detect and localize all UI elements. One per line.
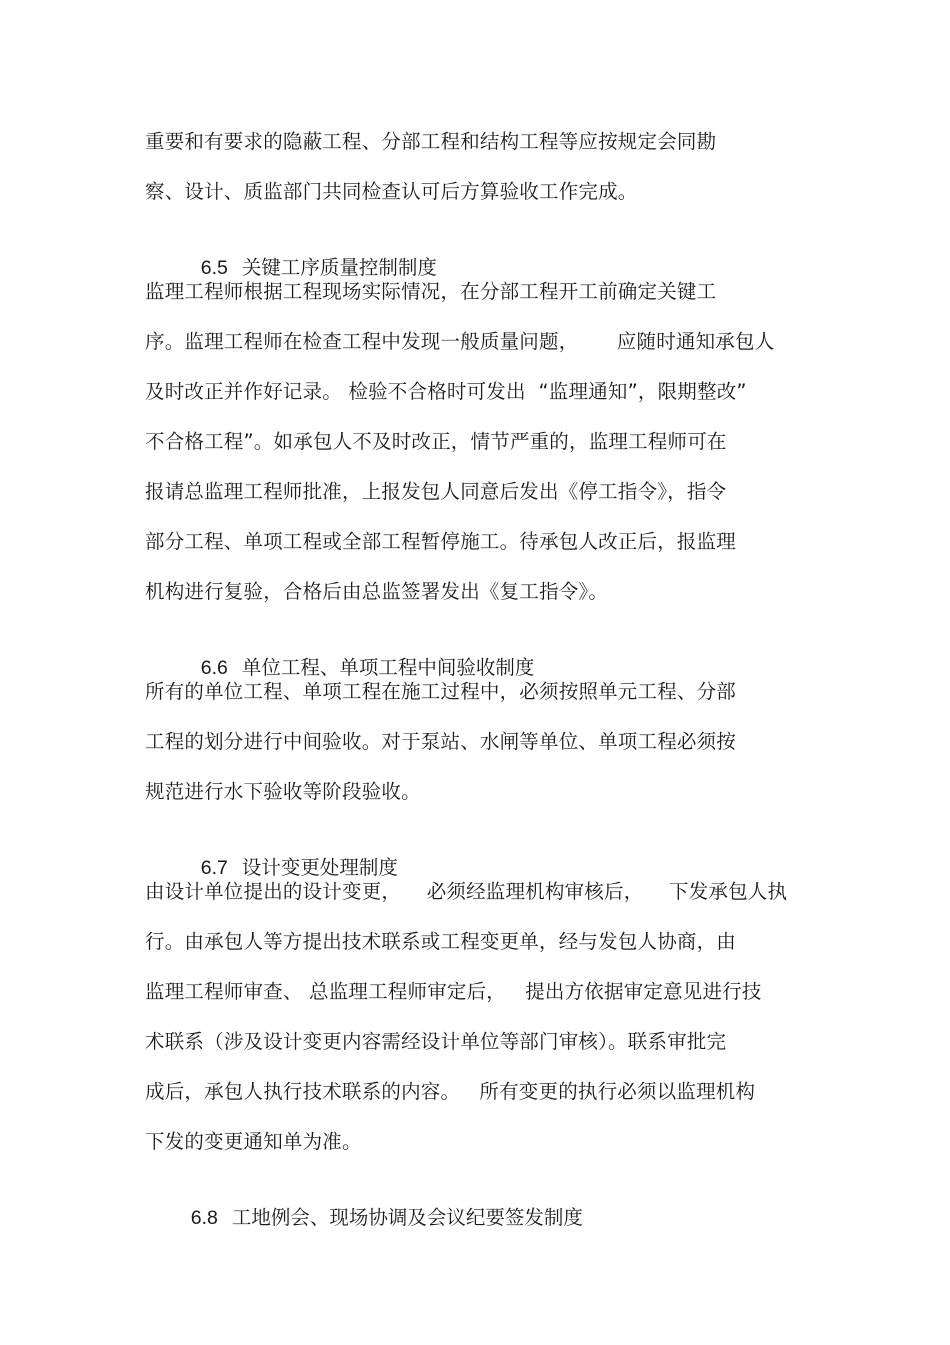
section-title: 工地例会、现场协调及会议纪要签发制度: [231, 1206, 583, 1229]
section-title: 设计变更处理制度: [241, 856, 398, 879]
section-title: 单位工程、单项工程中间验收制度: [241, 656, 535, 679]
paragraph-line: 工程的划分进行中间验收。对于泵站、水闸等单位、单项工程必须按: [145, 730, 737, 753]
section-number: 6.5: [200, 257, 228, 279]
paragraph-line: 术联系（涉及设计变更内容需经设计单位等部门审核）。联系审批完: [145, 1030, 727, 1053]
paragraph-line: 规范进行水下验收等阶段验收。: [145, 780, 421, 803]
paragraph-line: 不合格工程”。如承包人不及时改正，情节严重的，监理工程师可在: [145, 430, 727, 453]
section-number: 6.8: [190, 1207, 218, 1229]
paragraph-line: 监理工程师根据工程现场实际情况，在分部工程开工前确定关键工: [145, 280, 717, 303]
section-number: 6.7: [200, 857, 228, 879]
paragraph-line: 机构进行复验，合格后由总监签署发出《复工指令》。: [145, 580, 609, 603]
paragraph-line: 重要和有要求的隐蔽工程、分部工程和结构工程等应按规定会同勘: [145, 130, 717, 153]
section-number: 6.6: [200, 657, 228, 679]
paragraph-line: 部分工程、单项工程或全部工程暂停施工。待承包人改正后，报监理: [145, 530, 737, 553]
paragraph-line: 察、设计、质监部门共同检查认可后方算验收工作完成。: [145, 180, 638, 203]
paragraph-line: 成后，承包人执行技术联系的内容。 所有变更的执行必须以监理机构: [145, 1080, 756, 1103]
section-heading-6-8: [166, 1179, 583, 1257]
paragraph-line: 报请总监理工程师批准，上报发包人同意后发出《停工指令》，指令: [145, 480, 727, 503]
paragraph-line: 下发的变更通知单为准。: [145, 1130, 362, 1153]
paragraph-line: 行。由承包人等方提出技术联系或工程变更单，经与发包人协商，由: [145, 930, 737, 953]
paragraph-line: 所有的单位工程、单项工程在施工过程中，必须按照单元工程、分部: [145, 680, 737, 703]
paragraph-line: 及时改正并作好记录。 检验不合格时可发出 “监理通知”，限期整改”: [145, 380, 747, 403]
paragraph-line: 由设计单位提出的设计变更， 必须经监理机构审核后， 下发承包人执: [145, 880, 788, 903]
paragraph-line: 序。监理工程师在检查工程中发现一般质量问题， 应随时通知承包人: [145, 330, 775, 353]
section-title: 关键工序质量控制制度: [241, 256, 437, 279]
paragraph-line: 监理工程师审查、 总监理工程师审定后， 提出方依据审定意见进行技: [145, 980, 762, 1003]
